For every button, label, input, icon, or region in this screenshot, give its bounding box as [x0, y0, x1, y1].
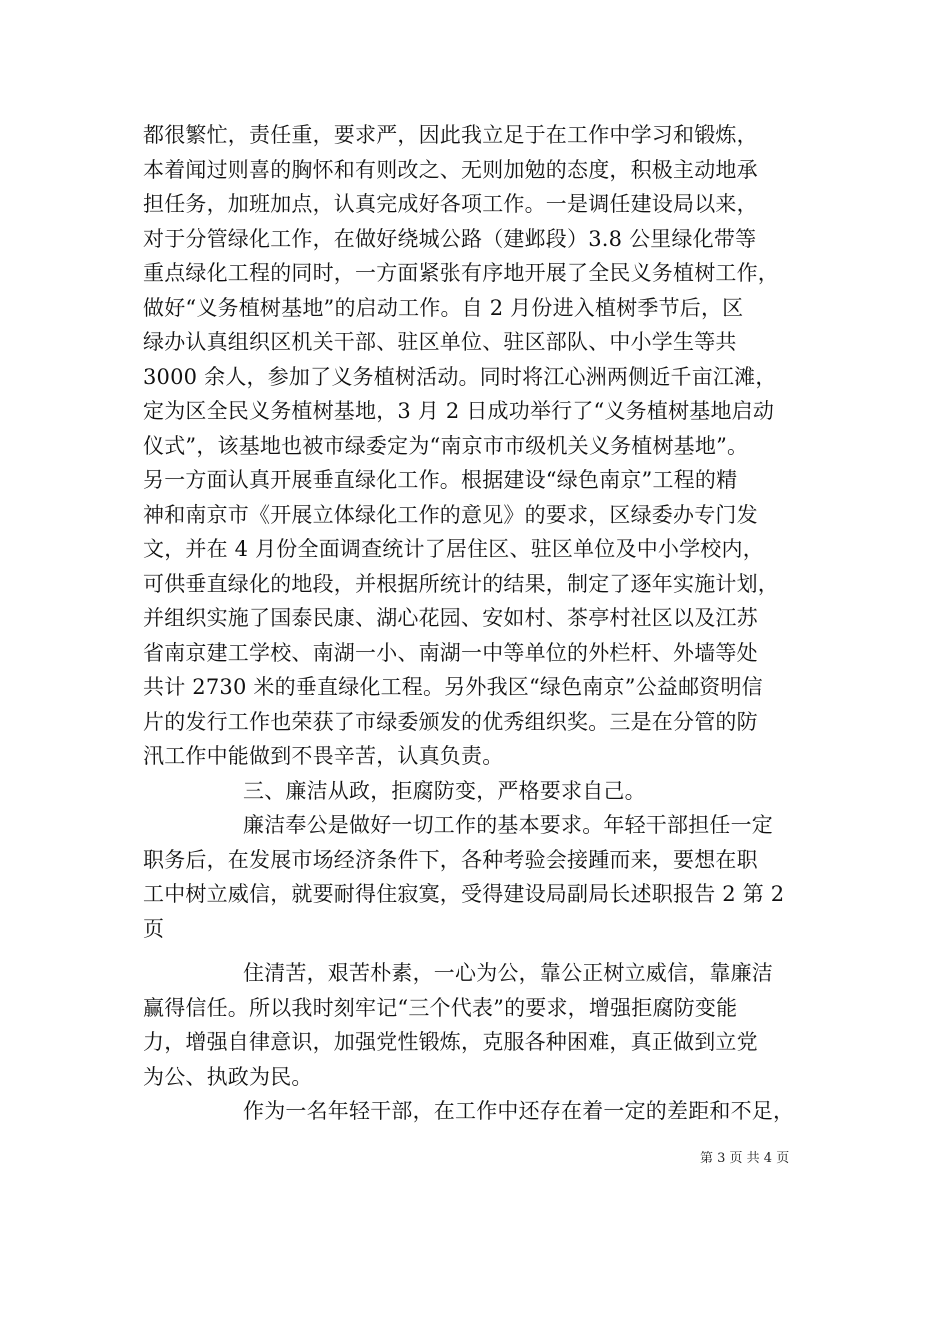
text-line: 做好“义务植树基地”的启动工作。自 2 月份进入植树季节后，区	[143, 295, 744, 320]
page-number-footer: 第 3 页 共 4 页	[700, 1151, 790, 1166]
text-line: 共计 2730 米的垂直绿化工程。另外我区“绿色南京”公益邮资明信	[143, 675, 763, 699]
section-heading: 三、廉洁从政，拒腐防变，严格要求自己。	[243, 778, 646, 803]
text-line: 仪式”，该基地也被市绿委定为“南京市市级机关义务植树基地”。	[143, 433, 749, 458]
text-line: 汛工作中能做到不畏辛苦，认真负责。	[143, 744, 504, 768]
text-line: 神和南京市《开展立体绿化工作的意见》的要求，区绿委办专门发	[143, 502, 758, 527]
text-line: 省南京建工学校、南湖一小、南湖一中等单位的外栏杆、外墙等处	[143, 640, 758, 665]
text-line: 定为区全民义务植树基地，3 月 2 日成功举行了“义务植树基地启动	[143, 399, 775, 423]
text-line: 文，并在 4 月份全面调查统计了居住区、驻区单位及中小学校内，	[143, 537, 764, 561]
text-line: 重点绿化工程的同时，一方面紧张有序地开展了全民义务植树工作，	[143, 261, 779, 285]
text-line: 可供垂直绿化的地段，并根据所统计的结果，制定了逐年实施计划，	[143, 571, 779, 596]
text-line: 并组织实施了国泰民康、湖心花园、安如村、茶亭村社区以及江苏	[143, 606, 758, 630]
text-line: 赢得信任。所以我时刻牢记“三个代表”的要求，增强拒腐防变能	[143, 995, 738, 1020]
spacer	[143, 946, 823, 956]
text-line: 担任务，加班加点，认真完成好各项工作。一是调任建设局以来，	[143, 192, 758, 216]
paragraph-start-line: 廉洁奉公是做好一切工作的基本要求。年轻干部担任一定	[243, 813, 773, 837]
text-line: 对于分管绿化工作，在做好绕城公路（建邺段）3.8 公里绿化带等	[143, 226, 757, 251]
text-line: 页	[143, 916, 165, 941]
text-line: 职务后，在发展市场经济条件下，各种考验会接踵而来，要想在职	[143, 847, 758, 872]
body-text	[143, 118, 823, 1129]
text-line: 工中树立威信，就要耐得住寂寞，受得建设局副局长述职报告 2 第 2	[143, 882, 785, 906]
paragraph-start-line: 住清苦，艰苦朴素，一心为公，靠公正树立威信，靠廉洁	[243, 961, 773, 985]
paragraph-start-line: 作为一名年轻干部，在工作中还存在着一定的差距和不足，	[243, 1099, 795, 1123]
text-line: 3000 余人，参加了义务植树活动。同时将江心洲两侧近千亩江滩，	[143, 364, 777, 389]
text-line: 为公、执政为民。	[143, 1064, 313, 1089]
text-line: 力，增强自律意识，加强党性锻炼，克服各种困难，真正做到立党	[143, 1030, 758, 1054]
text-line: 另一方面认真开展垂直绿化工作。根据建设“绿色南京”工程的精	[143, 468, 738, 492]
text-line: 片的发行工作也荣获了市绿委颁发的优秀组织奖。三是在分管的防	[143, 709, 758, 734]
text-line: 绿办认真组织区机关干部、驻区单位、驻区部队、中小学生等共	[143, 330, 737, 354]
text-line: 都很繁忙，责任重，要求严，因此我立足于在工作中学习和锻炼，	[143, 123, 758, 147]
text-line: 本着闻过则喜的胸怀和有则改之、无则加勉的态度，积极主动地承	[143, 157, 758, 182]
